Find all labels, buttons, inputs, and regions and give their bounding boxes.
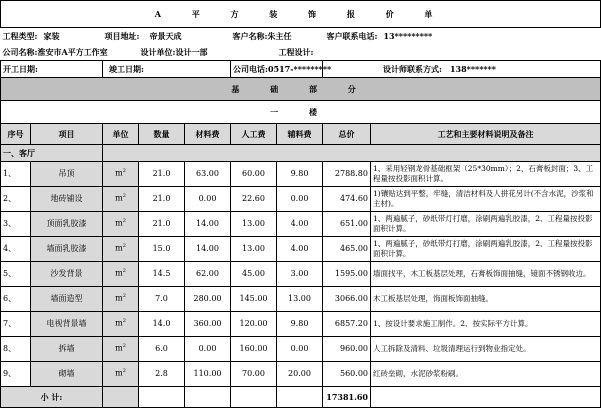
header-material: 材料费	[185, 124, 231, 145]
row-item: 电视背景墙	[31, 312, 103, 337]
row-no: 8、	[1, 337, 31, 362]
row-no: 1、	[1, 162, 31, 187]
row-item: 墙面乳胶漆	[31, 237, 103, 262]
row-material: 110.00	[185, 362, 231, 387]
row-desc: 人工拆除及清料、垃圾清理运行到物业指定处。	[371, 337, 601, 362]
row-aux: 13.00	[277, 287, 323, 312]
row-no: 5、	[1, 262, 31, 287]
row-qty: 21.0	[139, 162, 185, 187]
header-aux: 辅料费	[277, 124, 323, 145]
row-desc: 红砖垒砌，水泥砂浆粉刷。	[371, 362, 601, 387]
row-labor: 13.00	[231, 212, 277, 237]
row-labor: 160.00	[231, 337, 277, 362]
row-total: 474.60	[323, 187, 371, 212]
row-labor: 145.00	[231, 287, 277, 312]
row-material: 0.00	[185, 337, 231, 362]
row-no: 4、	[1, 237, 31, 262]
header-unit: 单位	[103, 124, 139, 145]
row-material: 280.00	[185, 287, 231, 312]
row-total: 1595.00	[323, 262, 371, 287]
client-phone-value: 13*********	[383, 30, 433, 41]
row-qty: 7.0	[139, 287, 185, 312]
row-labor: 70.00	[231, 362, 277, 387]
header-desc: 工艺和主要材料说明及备注	[371, 124, 601, 145]
table-row	[1, 312, 601, 337]
table-header-row	[1, 124, 601, 145]
header-no: 序号	[1, 124, 31, 145]
design-unit-value: 设计一部	[175, 46, 208, 57]
info-row-3	[1, 61, 601, 78]
unit-symbol: m	[115, 343, 123, 353]
company-value: 淮安市A平方工作室	[37, 46, 108, 57]
row-material: 14.00	[185, 212, 231, 237]
table-row	[1, 212, 601, 237]
row-no: 2、	[1, 187, 31, 212]
row-unit	[103, 362, 139, 387]
row-material: 0.00	[185, 187, 231, 212]
unit-superscript: 2	[122, 218, 126, 225]
row-material: 63.00	[185, 162, 231, 187]
row-no: 7、	[1, 312, 31, 337]
room-section-label: 一、客厅	[1, 145, 103, 162]
row-item: 拆墙	[31, 337, 103, 362]
table-row	[1, 237, 601, 262]
unit-superscript: 2	[122, 193, 126, 200]
row-unit	[103, 262, 139, 287]
table-row	[1, 362, 601, 387]
unit-symbol: m	[115, 218, 123, 228]
unit-superscript: 2	[122, 293, 126, 300]
row-qty: 14.5	[139, 262, 185, 287]
address-value: 帝景天成	[149, 30, 182, 41]
row-aux: 4.00	[277, 237, 323, 262]
row-desc: 1、按设计要求施工制作。2、按实际平方计算。	[371, 312, 601, 337]
row-aux: 9.80	[277, 162, 323, 187]
row-qty: 21.0	[139, 212, 185, 237]
row-unit	[103, 287, 139, 312]
info-row-1	[1, 28, 601, 45]
subtotal-label: 小 计:	[1, 387, 103, 408]
row-unit	[103, 187, 139, 212]
unit-symbol: m	[115, 293, 123, 303]
row-material: 360.00	[185, 312, 231, 337]
unit-symbol: m	[115, 368, 123, 378]
row-total: 560.00	[323, 362, 371, 387]
row-desc: 1)镶贴达到平整，牢缝，清洁材料及人拼花另计(不含水泥，沙浆和主材)。	[371, 187, 601, 212]
row-no: 6、	[1, 287, 31, 312]
unit-superscript: 2	[122, 318, 126, 325]
header-labor: 人工费	[231, 124, 277, 145]
row-total: 651.00	[323, 212, 371, 237]
row-desc: 墙面找平，木工板基层处理，石膏板饰面抽缝，镜面不锈钢收边。	[371, 262, 601, 287]
engineer-label: 工程设计:	[278, 46, 314, 57]
row-item: 砌墙	[31, 362, 103, 387]
start-date-label: 开工日期:	[3, 63, 38, 74]
row-total: 960.00	[323, 337, 371, 362]
row-labor: 60.00	[231, 162, 277, 187]
row-unit	[103, 337, 139, 362]
row-no: 3、	[1, 212, 31, 237]
unit-superscript: 2	[122, 368, 126, 375]
unit-superscript: 2	[122, 168, 126, 175]
subtotal-row	[1, 387, 601, 408]
row-labor: 22.60	[231, 187, 277, 212]
row-material: 62.00	[185, 262, 231, 287]
table-row	[1, 162, 601, 187]
unit-symbol: m	[115, 168, 123, 178]
designer-phone-label: 设计师联系方式:	[383, 63, 442, 74]
row-no: 9、	[1, 362, 31, 387]
header-qty: 数量	[139, 124, 185, 145]
unit-superscript: 2	[122, 243, 126, 250]
row-qty: 21.0	[139, 187, 185, 212]
row-labor: 120.00	[231, 312, 277, 337]
section-band-basic: 基 础 部 分	[1, 78, 601, 101]
company-phone-value: 0517-*********	[267, 63, 332, 74]
unit-symbol: m	[115, 243, 123, 253]
row-qty: 15.0	[139, 237, 185, 262]
row-qty: 14.0	[139, 312, 185, 337]
row-total: 465.00	[323, 237, 371, 262]
row-aux: 20.00	[277, 362, 323, 387]
client-label: 客户名称:	[232, 30, 268, 41]
finish-date-label: 竣工日期:	[109, 63, 144, 74]
company-label: 公司名称:	[2, 46, 38, 57]
table-row	[1, 287, 601, 312]
row-unit	[103, 312, 139, 337]
subtotal-value: 17381.60	[323, 387, 371, 408]
unit-symbol: m	[115, 268, 123, 278]
row-labor: 45.00	[231, 262, 277, 287]
row-desc: 1、采用轻钢龙骨基础框架（25*30mm）；2、石膏板封面；3、工程量按投影面积计算。	[371, 162, 601, 187]
project-type-value: 家装	[43, 30, 60, 41]
row-unit	[103, 162, 139, 187]
company-phone-label: 公司电话:	[233, 63, 268, 74]
row-total: 6857.20	[323, 312, 371, 337]
address-label: 项目地址:	[104, 30, 140, 41]
row-qty: 6.0	[139, 337, 185, 362]
row-desc: 1、两遍腻子，砂纸带灯打磨，涂刷两遍乳胶漆，2、工程量按投影面积计算。	[371, 212, 601, 237]
design-unit-label: 设计单位:	[140, 46, 176, 57]
row-item: 吊顶	[31, 162, 103, 187]
row-total: 2788.80	[323, 162, 371, 187]
row-item: 顶面乳胶漆	[31, 212, 103, 237]
header-item: 项目	[31, 124, 103, 145]
sheet-title: A 平 方 装 饰 报 价 单	[1, 1, 601, 28]
header-total: 总价	[323, 124, 371, 145]
row-aux: 4.00	[277, 212, 323, 237]
room-section-row	[1, 145, 601, 162]
row-unit	[103, 212, 139, 237]
table-row	[1, 187, 601, 212]
row-unit	[103, 237, 139, 262]
table-row	[1, 262, 601, 287]
designer-phone-value: 138*******	[449, 63, 496, 74]
row-item: 地砖铺设	[31, 187, 103, 212]
item-rows	[1, 162, 601, 387]
row-aux: 0.00	[277, 187, 323, 212]
row-qty: 2.8	[139, 362, 185, 387]
row-total: 3066.00	[323, 287, 371, 312]
row-aux: 9.80	[277, 312, 323, 337]
project-type-label: 工程类型:	[2, 30, 38, 41]
unit-symbol: m	[115, 193, 123, 203]
row-desc: 1、两遍腻子，砂纸带灯打磨，涂刷两遍乳胶漆，2、工程量按投影面积计算。	[371, 237, 601, 262]
unit-symbol: m	[115, 318, 123, 328]
row-item: 沙发背景	[31, 262, 103, 287]
row-material: 14.00	[185, 237, 231, 262]
unit-superscript: 2	[122, 268, 126, 275]
section-band-floor: 一 楼	[1, 101, 601, 124]
table-row	[1, 337, 601, 362]
unit-superscript: 2	[122, 343, 126, 350]
client-value: 朱主任	[267, 30, 292, 41]
row-desc: 木工板基层处理，饰面板饰面抽缝。	[371, 287, 601, 312]
row-aux: 3.00	[277, 262, 323, 287]
row-item: 墙面造型	[31, 287, 103, 312]
client-phone-label: 客户联系电话:	[326, 30, 378, 41]
info-row-2	[1, 44, 601, 61]
row-labor: 13.00	[231, 237, 277, 262]
row-aux: 0.00	[277, 337, 323, 362]
